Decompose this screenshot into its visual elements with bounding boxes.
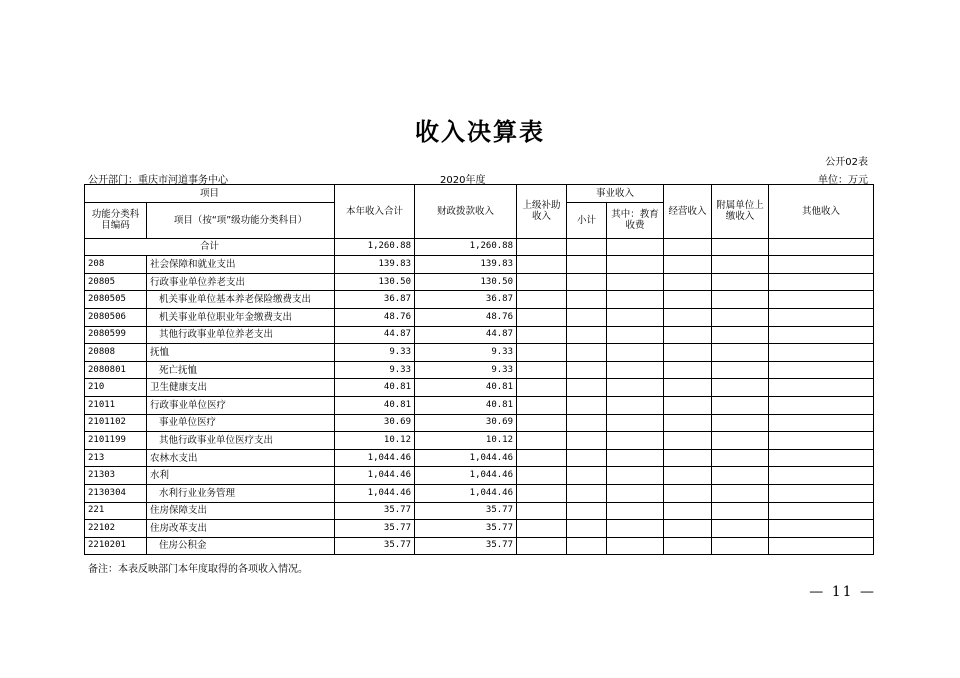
empty-cell [664, 396, 712, 414]
table-row [85, 326, 874, 344]
header-project: 项目 [85, 185, 335, 203]
empty-cell [607, 308, 664, 326]
empty-cell [664, 484, 712, 502]
empty-cell [607, 273, 664, 291]
empty-cell [567, 238, 607, 256]
empty-cell [607, 484, 664, 502]
empty-cell [664, 256, 712, 274]
empty-cell [517, 432, 567, 450]
empty-cell [769, 520, 874, 538]
table-row [85, 449, 874, 467]
empty-cell [769, 449, 874, 467]
row-name: 卫生健康支出 [147, 379, 335, 397]
empty-cell [664, 361, 712, 379]
empty-cell [607, 396, 664, 414]
row-total-income: 40.81 [335, 379, 415, 397]
row-name: 机关事业单位基本养老保险缴费支出 [147, 291, 335, 309]
empty-cell [712, 238, 769, 256]
row-code: 2080506 [85, 308, 147, 326]
empty-cell [769, 361, 874, 379]
empty-cell [712, 379, 769, 397]
empty-cell [517, 361, 567, 379]
row-code: 2080599 [85, 326, 147, 344]
empty-cell [607, 256, 664, 274]
row-total-income: 35.77 [335, 502, 415, 520]
table-row [85, 291, 874, 309]
empty-cell [664, 291, 712, 309]
header-project-name: 项目（按“项”级功能分类科目） [147, 202, 335, 238]
empty-cell [517, 502, 567, 520]
row-name: 死亡抚恤 [147, 361, 335, 379]
empty-cell [664, 449, 712, 467]
total-income-value: 1,260.88 [335, 238, 415, 256]
row-code: 20808 [85, 344, 147, 362]
empty-cell [712, 396, 769, 414]
row-name: 行政事业单位医疗 [147, 396, 335, 414]
header-affiliated: 附属单位上缴收入 [712, 185, 769, 239]
row-code: 2080801 [85, 361, 147, 379]
empty-cell [712, 537, 769, 555]
row-fiscal: 40.81 [415, 396, 517, 414]
empty-cell [607, 326, 664, 344]
row-total-income: 35.77 [335, 537, 415, 555]
header-fiscal: 财政拨款收入 [415, 185, 517, 239]
row-total-income: 1,044.46 [335, 467, 415, 485]
row-fiscal: 1,044.46 [415, 484, 517, 502]
row-total-income: 30.69 [335, 414, 415, 432]
empty-cell [769, 484, 874, 502]
row-code: 21011 [85, 396, 147, 414]
empty-cell [712, 520, 769, 538]
empty-cell [607, 520, 664, 538]
table-row [85, 467, 874, 485]
empty-cell [517, 537, 567, 555]
row-fiscal: 35.77 [415, 502, 517, 520]
empty-cell [567, 256, 607, 274]
empty-cell [664, 467, 712, 485]
row-code: 20805 [85, 273, 147, 291]
empty-cell [567, 308, 607, 326]
empty-cell [567, 291, 607, 309]
header-education-fee: 其中：教育收费 [607, 202, 664, 238]
empty-cell [769, 396, 874, 414]
empty-cell [607, 361, 664, 379]
row-fiscal: 1,044.46 [415, 467, 517, 485]
empty-cell [607, 502, 664, 520]
row-fiscal: 35.77 [415, 537, 517, 555]
row-fiscal: 10.12 [415, 432, 517, 450]
row-fiscal: 1,044.46 [415, 449, 517, 467]
table-row [85, 414, 874, 432]
row-name: 行政事业单位养老支出 [147, 273, 335, 291]
table-row [85, 379, 874, 397]
empty-cell [664, 414, 712, 432]
empty-cell [567, 379, 607, 397]
table-row [85, 344, 874, 362]
header-career-income: 事业收入 [567, 185, 664, 203]
empty-cell [517, 379, 567, 397]
empty-cell [712, 414, 769, 432]
table-row [85, 432, 874, 450]
empty-cell [664, 379, 712, 397]
header-other: 其他收入 [769, 185, 874, 239]
empty-cell [769, 238, 874, 256]
row-name: 水利行业业务管理 [147, 484, 335, 502]
empty-cell [664, 537, 712, 555]
row-total-income: 10.12 [335, 432, 415, 450]
empty-cell [664, 520, 712, 538]
empty-cell [607, 291, 664, 309]
empty-cell [567, 414, 607, 432]
empty-cell [517, 520, 567, 538]
empty-cell [567, 344, 607, 362]
page-number: — 11 — [809, 584, 876, 600]
row-name: 住房公积金 [147, 537, 335, 555]
empty-cell [769, 467, 874, 485]
table-row [85, 502, 874, 520]
empty-cell [712, 291, 769, 309]
empty-cell [769, 256, 874, 274]
row-total-income: 40.81 [335, 396, 415, 414]
empty-cell [712, 361, 769, 379]
empty-cell [567, 326, 607, 344]
empty-cell [664, 273, 712, 291]
row-total-income: 139.83 [335, 256, 415, 274]
header-func-code: 功能分类科目编码 [85, 202, 147, 238]
table-row [85, 520, 874, 538]
empty-cell [567, 537, 607, 555]
total-fiscal-value: 1,260.88 [415, 238, 517, 256]
department-label: 公开部门：重庆市河道事务中心 [88, 175, 228, 186]
empty-cell [517, 291, 567, 309]
row-fiscal: 9.33 [415, 361, 517, 379]
empty-cell [607, 379, 664, 397]
row-code: 2080505 [85, 291, 147, 309]
row-total-income: 9.33 [335, 344, 415, 362]
empty-cell [517, 308, 567, 326]
empty-cell [607, 238, 664, 256]
empty-cell [607, 467, 664, 485]
row-fiscal: 130.50 [415, 273, 517, 291]
empty-cell [664, 502, 712, 520]
empty-cell [769, 379, 874, 397]
row-name: 机关事业单位职业年金缴费支出 [147, 308, 335, 326]
empty-cell [517, 484, 567, 502]
empty-cell [567, 520, 607, 538]
empty-cell [712, 432, 769, 450]
empty-cell [712, 449, 769, 467]
row-name: 农林水支出 [147, 449, 335, 467]
empty-cell [607, 432, 664, 450]
empty-cell [712, 308, 769, 326]
row-total-income: 1,044.46 [335, 484, 415, 502]
table-row [85, 361, 874, 379]
row-total-income: 1,044.46 [335, 449, 415, 467]
row-fiscal: 44.87 [415, 326, 517, 344]
empty-cell [517, 238, 567, 256]
empty-cell [769, 414, 874, 432]
header-subtotal: 小计 [567, 202, 607, 238]
row-code: 221 [85, 502, 147, 520]
row-code: 208 [85, 256, 147, 274]
row-code: 21303 [85, 467, 147, 485]
row-name: 其他行政事业单位医疗支出 [147, 432, 335, 450]
empty-cell [769, 291, 874, 309]
table-row [85, 308, 874, 326]
empty-cell [769, 308, 874, 326]
empty-cell [712, 467, 769, 485]
empty-cell [712, 344, 769, 362]
header-operating: 经营收入 [664, 185, 712, 239]
empty-cell [567, 449, 607, 467]
footnote: 备注：本表反映部门本年度取得的各项收入情况。 [88, 564, 308, 575]
row-code: 2101199 [85, 432, 147, 450]
empty-cell [517, 326, 567, 344]
row-name: 水利 [147, 467, 335, 485]
header-superior-subsidy: 上级补助收入 [517, 185, 567, 239]
empty-cell [517, 273, 567, 291]
empty-cell [712, 502, 769, 520]
page-title: 收入决算表 [415, 117, 545, 146]
table-row [85, 484, 874, 502]
total-label: 合计 [85, 238, 335, 256]
empty-cell [517, 256, 567, 274]
total-row [85, 238, 874, 256]
table-row [85, 537, 874, 555]
empty-cell [567, 273, 607, 291]
row-fiscal: 30.69 [415, 414, 517, 432]
empty-cell [517, 449, 567, 467]
row-fiscal: 9.33 [415, 344, 517, 362]
empty-cell [517, 396, 567, 414]
row-code: 210 [85, 379, 147, 397]
table-row [85, 396, 874, 414]
row-name: 住房保障支出 [147, 502, 335, 520]
row-code: 213 [85, 449, 147, 467]
row-code: 2130304 [85, 484, 147, 502]
row-name: 社会保障和就业支出 [147, 256, 335, 274]
empty-cell [664, 326, 712, 344]
empty-cell [567, 502, 607, 520]
table-row [85, 256, 874, 274]
row-fiscal: 36.87 [415, 291, 517, 309]
empty-cell [769, 326, 874, 344]
empty-cell [607, 414, 664, 432]
row-total-income: 130.50 [335, 273, 415, 291]
empty-cell [517, 467, 567, 485]
unit-label: 单位：万元 [818, 175, 868, 186]
row-name: 抚恤 [147, 344, 335, 362]
row-total-income: 36.87 [335, 291, 415, 309]
empty-cell [567, 467, 607, 485]
empty-cell [664, 238, 712, 256]
empty-cell [567, 361, 607, 379]
row-code: 22102 [85, 520, 147, 538]
row-name: 住房改革支出 [147, 520, 335, 538]
empty-cell [769, 273, 874, 291]
form-code: 公开02表 [825, 157, 868, 168]
empty-cell [517, 344, 567, 362]
row-fiscal: 48.76 [415, 308, 517, 326]
empty-cell [664, 432, 712, 450]
row-name: 其他行政事业单位养老支出 [147, 326, 335, 344]
empty-cell [567, 396, 607, 414]
empty-cell [664, 308, 712, 326]
header-total-income: 本年收入合计 [335, 185, 415, 239]
empty-cell [769, 502, 874, 520]
empty-cell [517, 414, 567, 432]
row-fiscal: 139.83 [415, 256, 517, 274]
empty-cell [712, 484, 769, 502]
income-table [84, 184, 874, 555]
empty-cell [664, 344, 712, 362]
empty-cell [607, 344, 664, 362]
empty-cell [567, 432, 607, 450]
row-fiscal: 40.81 [415, 379, 517, 397]
row-fiscal: 35.77 [415, 520, 517, 538]
row-total-income: 9.33 [335, 361, 415, 379]
row-total-income: 35.77 [335, 520, 415, 538]
fiscal-year: 2020年度 [440, 175, 486, 186]
empty-cell [607, 537, 664, 555]
row-total-income: 48.76 [335, 308, 415, 326]
table-row [85, 273, 874, 291]
row-code: 2101102 [85, 414, 147, 432]
empty-cell [607, 449, 664, 467]
row-total-income: 44.87 [335, 326, 415, 344]
empty-cell [712, 256, 769, 274]
empty-cell [769, 537, 874, 555]
empty-cell [712, 326, 769, 344]
empty-cell [769, 344, 874, 362]
empty-cell [567, 484, 607, 502]
empty-cell [712, 273, 769, 291]
row-name: 事业单位医疗 [147, 414, 335, 432]
empty-cell [769, 432, 874, 450]
row-code: 2210201 [85, 537, 147, 555]
